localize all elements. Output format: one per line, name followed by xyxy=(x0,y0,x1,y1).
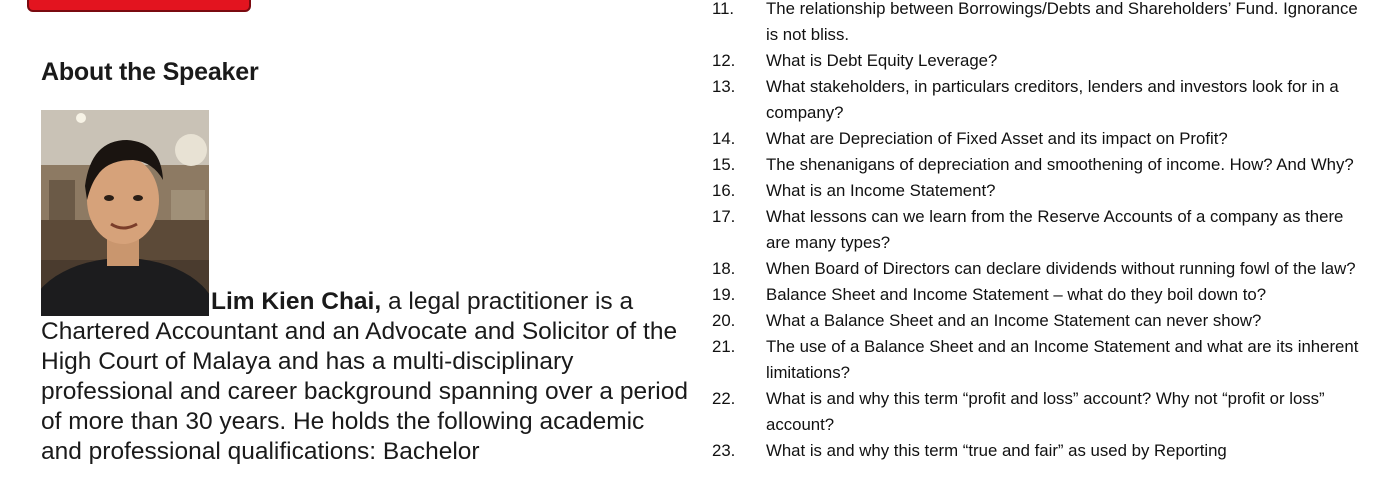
question-item xyxy=(712,282,1372,308)
question-item xyxy=(712,0,1372,48)
question-list xyxy=(712,0,1372,464)
question-number: 12. xyxy=(712,51,736,70)
speaker-photo xyxy=(41,110,209,316)
question-number: 13. xyxy=(712,77,736,96)
question-number: 20. xyxy=(712,311,736,330)
question-number: 22. xyxy=(712,389,736,408)
question-text: What are Depreciation of Fixed Asset and its impact on Profit? xyxy=(766,129,1228,148)
question-text: What is and why this term “profit and loss” account? Why not “profit or loss” account? xyxy=(766,389,1325,434)
question-number: 17. xyxy=(712,207,736,226)
question-number: 23. xyxy=(712,441,736,460)
question-text: What stakeholders, in particulars creditors, lenders and investors look for in a company? xyxy=(766,77,1339,122)
question-number: 19. xyxy=(712,285,736,304)
about-speaker-heading: About the Speaker xyxy=(41,58,259,86)
question-item xyxy=(712,48,1372,74)
question-text: What is Debt Equity Leverage? xyxy=(766,51,998,70)
question-text: When Board of Directors can declare dividends without running fowl of the law? xyxy=(766,259,1356,278)
question-item xyxy=(712,386,1372,438)
question-number: 15. xyxy=(712,155,736,174)
question-text: What lessons can we learn from the Reserve Accounts of a company as there are many types? xyxy=(766,207,1344,252)
question-number: 14. xyxy=(712,129,736,148)
question-number: 11. xyxy=(712,0,735,18)
question-item xyxy=(712,178,1372,204)
question-item xyxy=(712,152,1372,178)
register-button[interactable] xyxy=(27,0,251,12)
question-text: The use of a Balance Sheet and an Income Statement and what are its inherent limitations? xyxy=(766,337,1359,382)
question-text: The shenanigans of depreciation and smoothening of income. How? And Why? xyxy=(766,155,1354,174)
question-item xyxy=(712,74,1372,126)
question-number: 21. xyxy=(712,337,736,356)
speaker-bio xyxy=(41,287,691,467)
speaker-bio-text: a legal practitioner is a Chartered Accountant and an Advocate and Solicitor of the High Court of Malaya and has a multi-disciplinary professional and career background spanning over a period of more than 30 years. He holds the following academic and professional qualifications: Bachelor xyxy=(41,288,688,465)
question-number: 16. xyxy=(712,181,736,200)
question-item xyxy=(712,334,1372,386)
question-item xyxy=(712,438,1372,464)
question-text: Balance Sheet and Income Statement – what do they boil down to? xyxy=(766,285,1267,304)
speaker-name: Lim Kien Chai, xyxy=(211,288,382,315)
question-item xyxy=(712,126,1372,152)
question-item xyxy=(712,204,1372,256)
question-item xyxy=(712,256,1372,282)
question-text: What a Balance Sheet and an Income Statement can never show? xyxy=(766,311,1262,330)
question-number: 18. xyxy=(712,259,736,278)
question-text: The relationship between Borrowings/Debts and Shareholders’ Fund. Ignorance is not bliss. xyxy=(766,0,1358,44)
question-item xyxy=(712,308,1372,334)
question-text: What is an Income Statement? xyxy=(766,181,996,200)
question-text: What is and why this term “true and fair” as used by Reporting xyxy=(766,441,1227,460)
